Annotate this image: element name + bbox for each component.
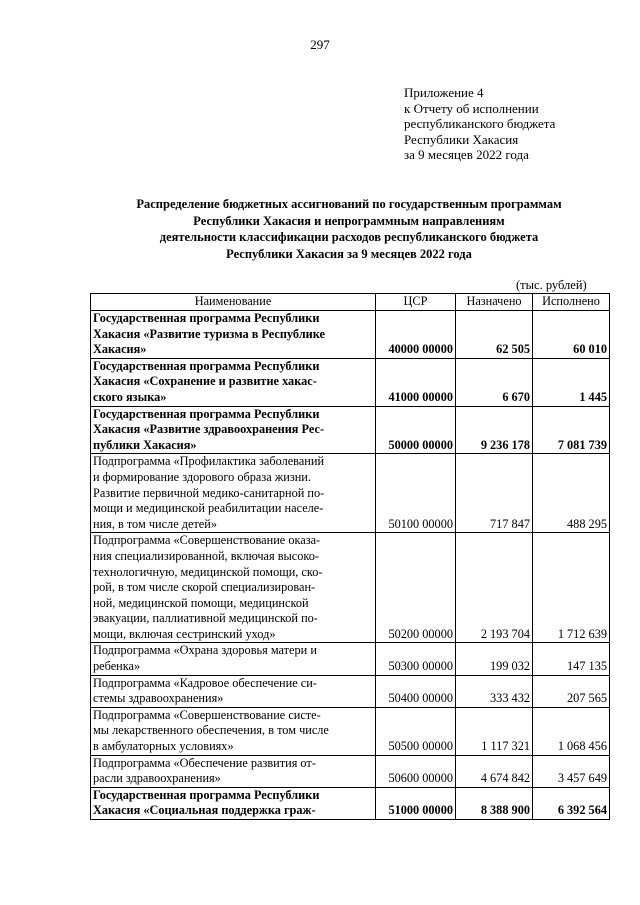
row-name-cell: Государственная программа Республики Хакасия «Сохранение и развитие хакас- ского языка» bbox=[91, 358, 376, 406]
row-planned-cell: 717 847 bbox=[456, 454, 533, 533]
header-code: ЦСР bbox=[376, 294, 456, 311]
document-title bbox=[90, 196, 608, 262]
row-name-cell: Подпрограмма «Профилактика заболеваний и формирование здорового образа жизни. Развитие первичной медико-санитарной по- мощи и медицинской реабилитации населе- ния, в том числе детей» bbox=[91, 454, 376, 533]
table-row bbox=[91, 707, 610, 755]
table-body bbox=[91, 311, 610, 820]
table-row bbox=[91, 311, 610, 359]
row-name-cell: Подпрограмма «Обеспечение развития от- расли здравоохранения» bbox=[91, 755, 376, 787]
row-executed-cell: 207 565 bbox=[533, 675, 610, 707]
row-planned-cell: 8 388 900 bbox=[456, 787, 533, 819]
row-code-cell: 50400 00000 bbox=[376, 675, 456, 707]
header-name: Наименование bbox=[91, 294, 376, 311]
header-planned: Назначено bbox=[456, 294, 533, 311]
table-row bbox=[91, 675, 610, 707]
table-row bbox=[91, 643, 610, 675]
row-planned-cell: 333 432 bbox=[456, 675, 533, 707]
appendix-line: к Отчету об исполнении bbox=[404, 100, 539, 116]
row-planned-cell: 4 674 842 bbox=[456, 755, 533, 787]
title-line: Распределение бюджетных ассигнований по государственным программам bbox=[136, 197, 562, 211]
row-planned-cell: 199 032 bbox=[456, 643, 533, 675]
header-executed: Исполнено bbox=[533, 294, 610, 311]
row-executed-cell: 7 081 739 bbox=[533, 406, 610, 454]
appendix-line: республиканского бюджета bbox=[404, 116, 556, 131]
row-executed-cell: 488 295 bbox=[533, 454, 610, 533]
row-name-cell: Подпрограмма «Совершенствование систе- мы лекарственного обеспечения, в том числе в амбулаторных условиях» bbox=[91, 707, 376, 755]
row-code-cell: 50600 00000 bbox=[376, 755, 456, 787]
row-name-cell: Подпрограмма «Охрана здоровья матери и ребенка» bbox=[91, 643, 376, 675]
table-row bbox=[91, 755, 610, 787]
row-code-cell: 50100 00000 bbox=[376, 454, 456, 533]
row-planned-cell: 62 505 bbox=[456, 311, 533, 359]
table-row bbox=[91, 787, 610, 819]
row-code-cell: 50500 00000 bbox=[376, 707, 456, 755]
row-code-cell: 41000 00000 bbox=[376, 358, 456, 406]
row-code-cell: 51000 00000 bbox=[376, 787, 456, 819]
row-planned-cell: 6 670 bbox=[456, 358, 533, 406]
row-executed-cell: 6 392 564 bbox=[533, 787, 610, 819]
row-planned-cell: 2 193 704 bbox=[456, 533, 533, 643]
row-executed-cell: 147 135 bbox=[533, 643, 610, 675]
row-code-cell: 50300 00000 bbox=[376, 643, 456, 675]
row-name-cell: Подпрограмма «Кадровое обеспечение си- стемы здравоохранения» bbox=[91, 675, 376, 707]
table-header-row bbox=[91, 294, 610, 311]
row-planned-cell: 9 236 178 bbox=[456, 406, 533, 454]
row-executed-cell: 1 445 bbox=[533, 358, 610, 406]
appendix-line: за 9 месяцев 2022 года bbox=[404, 147, 529, 162]
row-name-cell: Государственная программа Республики Хакасия «Развитие здравоохранения Рес- публики Хакасия» bbox=[91, 406, 376, 454]
appendix-note bbox=[404, 85, 555, 163]
appendix-line: Приложение 4 bbox=[404, 85, 484, 100]
table-row bbox=[91, 358, 610, 406]
row-code-cell: 50000 00000 bbox=[376, 406, 456, 454]
table-row bbox=[91, 406, 610, 454]
title-line: Республики Хакасия за 9 месяцев 2022 года bbox=[226, 246, 472, 261]
row-executed-cell: 3 457 649 bbox=[533, 755, 610, 787]
row-name-cell: Подпрограмма «Совершенствование оказа- ния специализированной, включая высоко- технологичную, медицинской помощи, ско- рой, в том числе скорой специализирован- ной, медицинской помощи, медицинской эвакуации, паллиативной медицинской по- мощи, включая сестринский уход» bbox=[91, 533, 376, 643]
table-row bbox=[91, 533, 610, 643]
row-code-cell: 40000 00000 bbox=[376, 311, 456, 359]
row-code-cell: 50200 00000 bbox=[376, 533, 456, 643]
row-planned-cell: 1 117 321 bbox=[456, 707, 533, 755]
row-name-cell: Государственная программа Республики Хакасия «Социальная поддержка граж- bbox=[91, 787, 376, 819]
page-number: 297 bbox=[310, 37, 330, 52]
title-line: Республики Хакасия и непрограммным направлениям bbox=[193, 213, 505, 228]
row-executed-cell: 1 068 456 bbox=[533, 707, 610, 755]
title-line: деятельности классификации расходов республиканского бюджета bbox=[159, 230, 539, 244]
table-row bbox=[91, 454, 610, 533]
appendix-line: Республики Хакасия bbox=[404, 131, 519, 147]
budget-table bbox=[90, 293, 610, 820]
row-executed-cell: 60 010 bbox=[533, 311, 610, 359]
row-executed-cell: 1 712 639 bbox=[533, 533, 610, 643]
units-label: (тыс. рублей) bbox=[516, 278, 587, 292]
row-name-cell: Государственная программа Республики Хакасия «Развитие туризма в Республике Хакасия» bbox=[91, 311, 376, 359]
